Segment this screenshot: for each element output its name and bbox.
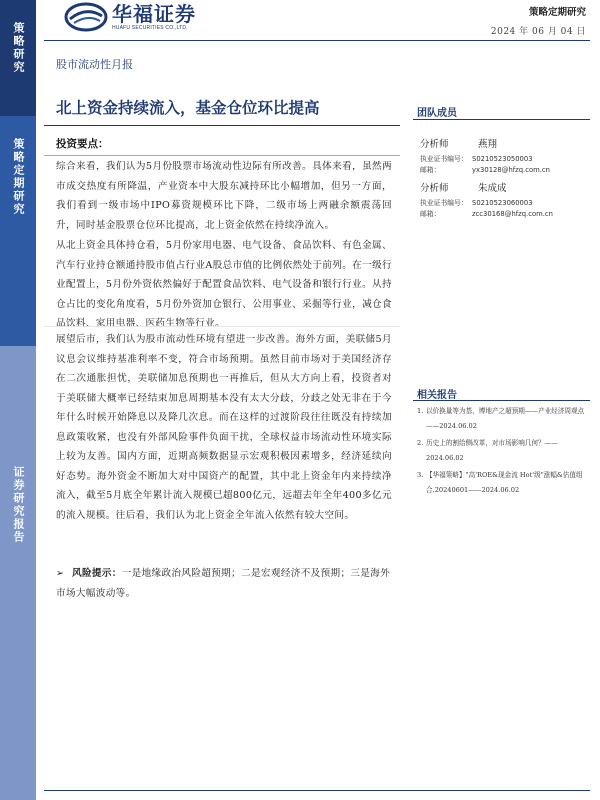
risk-warning (56, 564, 392, 603)
footer-divider (44, 790, 590, 791)
analyst-card (420, 180, 590, 220)
logo-emblem-icon (64, 2, 108, 32)
analyst-email[interactable]: yx30128@hfzq.com.cn (472, 166, 550, 174)
investment-points-heading: 投资要点： (56, 138, 109, 150)
email-label: 邮箱： (420, 210, 441, 218)
report-date: 2024 年 06 月 04 日 (490, 27, 586, 37)
analyst-role: 分析师 (420, 139, 449, 150)
email-label: 邮箱： (420, 166, 441, 174)
points-divider (44, 155, 400, 156)
analyst-name: 朱成成 (478, 183, 507, 194)
title-divider (44, 125, 400, 126)
team-heading: 团队成员 (417, 108, 457, 119)
risk-text: 一是地缘政治风险超预期；二是宏观经济不及预期；三是海外市场大幅波动等。 (56, 568, 391, 599)
body-paragraph: 综合来看，我们认为5月份股票市场流动性边际有所改善。具体来看，虽然两市成交热度有所降温，产业资本中大股东减持环比小幅增加，但另一方面，我们看到一级市场中IPO募资规模环比下降，二级市场上两融余额震荡回升，同时基金股票仓位环比提高，北上资金依然在持续净流入。 (56, 161, 392, 231)
header-divider (44, 40, 590, 41)
related-divider (413, 400, 590, 401)
related-reports-list (417, 402, 589, 498)
report-title: 北上资金持续流入，基金仓位环比提高 (56, 99, 320, 117)
body-paragraph: 从北上资金具体持仓看，5月份家用电器、电气设备、食品饮料、有色金属、汽车行业持仓额通持股市值占行业A股总市值的比例依然处于前列。在一级行业配置上，5月份外资依然偏好于配置食品饮料、电气设备和银行行业。从持仓占比的变化角度看，5月份外资加仓银行、公用事业、采掘等行业，减仓食品饮料、家用电器、医药生物等行业。 (56, 240, 392, 329)
sidebar-segment-type (0, 116, 36, 346)
report-type: 策略定期研究 (528, 7, 586, 18)
related-report-link[interactable]: 【华福策略】"高'ROE&现金流 Hot'级"涨幅&估值组合.20240601——2024.06.02 (426, 471, 583, 494)
risk-label: 风险提示： (72, 568, 122, 579)
analyst-name: 燕翔 (478, 139, 498, 150)
logo-company-name: 华福证券 (112, 2, 196, 26)
list-item[interactable] (417, 404, 589, 434)
related-index: 1. (417, 407, 424, 415)
list-item[interactable] (417, 468, 589, 498)
body-paragraph: 展望后市，我们认为股市流动性环境有望进一步改善。海外方面，美联储5月议息会议维持基准利率不变，符合市场预期。虽然目前市场对于美国经济存在二次通胀担忧，美联储加息预期也一再推后，但从大方向上看，投资者对于美联储大概率已经结束加息周期基本没有太大分歧，分歧之处无非在于今年什么时候开始降息以及降几次息。而在这样的过渡阶段往往既没有持续加息政策收紧，也没有外部风险事件负面干扰，全球权益市场流动性环境实际上较为友善。国内方面，近期高频数据显示宏观积极因素增多，经济延续向好态势。海外资金不断加大对中国资产的配置，其中北上资金年内来持续净流入，截至5月底全年累计流入规模已超800亿元，远超去年全年400多亿元的流入规模。往后看，我们认为北上资金全年流入依然有较大空间。 (56, 334, 392, 521)
report-series: 股市流动性月报 (56, 58, 133, 71)
list-item[interactable] (417, 436, 589, 466)
cert-label: 执业证书编号： (420, 155, 468, 163)
related-index: 2. (417, 439, 424, 447)
company-logo (64, 2, 196, 32)
sidebar-segment-category (0, 0, 36, 116)
cert-number: S0210523050003 (472, 155, 533, 163)
header-meta (491, 4, 586, 37)
sidebar (0, 0, 36, 800)
cert-label: 执业证书编号： (420, 199, 468, 207)
sidebar-label-report: 证券研究报告 (12, 466, 25, 544)
analyst-card (420, 136, 590, 176)
related-report-link[interactable]: 以价换量等为基，博地产之超预期——产业经济周观点——2024.06.02 (426, 407, 585, 430)
related-report-link[interactable]: 历史上的割给侧改革，对市场影响几何？——2024.06.02 (426, 439, 558, 462)
related-index: 3. (417, 471, 424, 479)
paragraph-divider (44, 326, 400, 327)
arrow-bullet-icon: ➢ (56, 568, 65, 579)
logo-company-english: HUAFU SECURITIES CO.,LTD. (112, 25, 188, 31)
cert-number: S0210523060003 (472, 199, 533, 207)
related-reports-heading: 相关报告 (417, 390, 457, 401)
team-divider (413, 119, 590, 120)
sidebar-segment-report (0, 346, 36, 800)
analyst-email[interactable]: zcc30168@hfzq.com.cn (472, 210, 553, 218)
analyst-role: 分析师 (420, 183, 449, 194)
sidebar-label-type: 策略定期研究 (12, 138, 25, 216)
sidebar-label-category: 策略研究 (12, 22, 25, 74)
